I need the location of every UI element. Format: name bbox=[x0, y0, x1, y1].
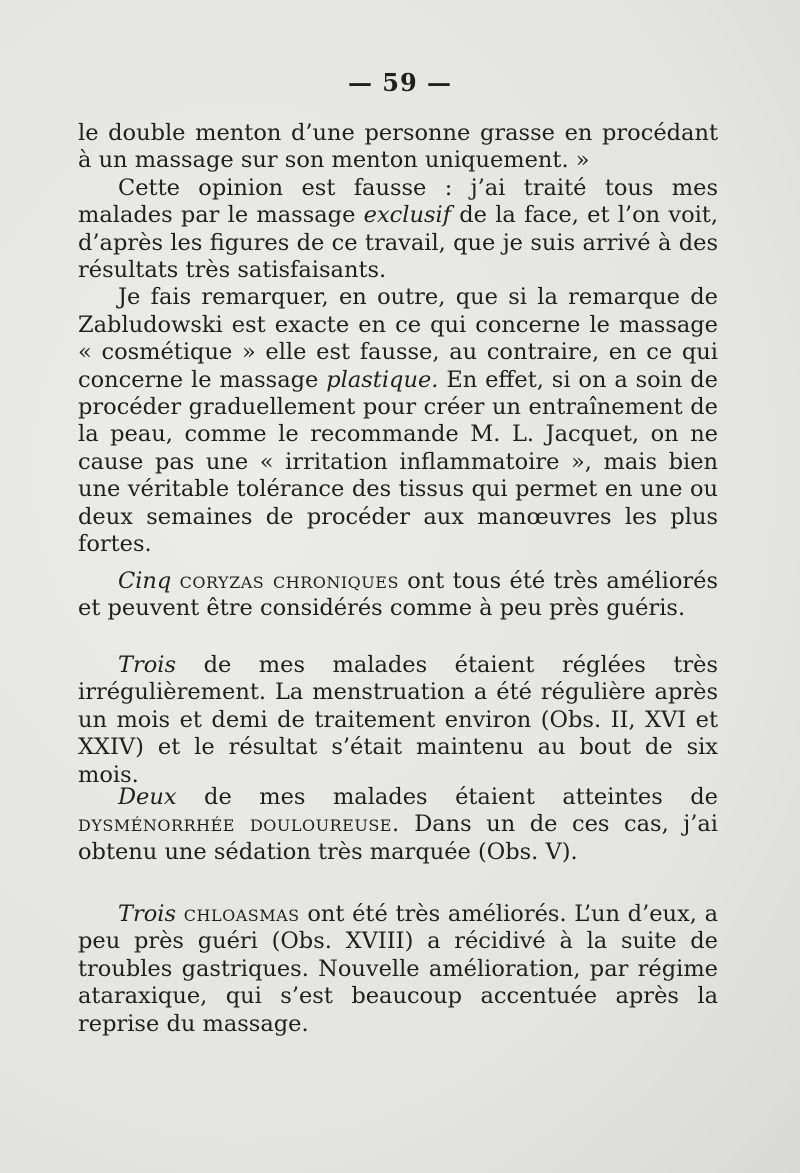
paragraph-1 bbox=[78, 120, 718, 175]
text-block-dysmenorrhee bbox=[78, 784, 718, 866]
paragraph-7-emphasis: Trois bbox=[118, 901, 177, 927]
page-number: — 59 — bbox=[347, 68, 453, 97]
paragraph-4-emphasis: Cinq bbox=[118, 568, 172, 594]
paragraph-5 bbox=[78, 652, 718, 789]
paragraph-4-smallcaps: coryzas chroniques bbox=[179, 568, 399, 594]
paragraph-4-text: ont tous été très améliorés et peuvent être considérés comme à peu près guéris. bbox=[78, 568, 719, 622]
paragraph-2-emphasis: exclusif bbox=[363, 202, 452, 229]
text-block-menstruation bbox=[78, 652, 718, 789]
paragraph-5-text: de mes malades étaient réglées très irrégulièrement. La menstruation a été régulière après un mois et demi de traitement environ (Obs. II, XVI et XXIV) et le résultat s’était maintenu au bout de six mois. bbox=[78, 652, 718, 788]
text-block-coryzas bbox=[78, 568, 718, 623]
paragraph-2-text-b: de la face, et l’on voit, d’après les figures de ce travail, que je suis arrivé à des résultats très satisfaisants. bbox=[78, 202, 719, 284]
paragraph-7-text: ont été très améliorés. L’un d’eux, a peu près guéri (Obs. XVIII) a récidivé à la suite de troubles gastriques. Nouvelle amélioration, par régime ataraxique, qui s’est beaucoup accentuée après la reprise du massage. bbox=[78, 901, 718, 1037]
paragraph-3-text-a: Je fais remarquer, en outre, que si la remarque de Zabludowski est exacte en ce qui concerne le massage « cosmétique » elle est fausse, au contraire, en ce qui concerne le massage bbox=[78, 284, 718, 393]
paragraph-3-text-b: En effet, si on a soin de procéder graduellement pour créer un entraînement de la peau, comme le recommande M. L. Jacquet, on ne cause pas une « irritation inflammatoire », mais bien une véritable tolérance des tissus qui permet en une ou deux semaines de procéder aux manœuvres les plus fortes. bbox=[78, 366, 718, 558]
paragraph-6 bbox=[78, 784, 718, 866]
paragraph-2 bbox=[78, 175, 718, 285]
paragraph-4 bbox=[78, 568, 718, 623]
paragraph-3 bbox=[78, 284, 718, 558]
text-block-chloasmas bbox=[78, 901, 718, 1038]
paragraph-6-text-b: Dans un de ces cas, j’ai obtenu une sédation très marquée (Obs. V). bbox=[78, 811, 718, 865]
paragraph-1-text: le double menton d’une personne grasse en procédant à un massage sur son menton uniquement. » bbox=[78, 120, 718, 174]
text-block-top bbox=[78, 120, 718, 559]
paragraph-6-text-a: de mes malades étaient atteintes de bbox=[204, 784, 718, 810]
paragraph-6-smallcaps: dysménorrhée douloureuse. bbox=[78, 811, 400, 838]
paragraph-3-emphasis: plastique. bbox=[326, 366, 439, 393]
paragraph-5-emphasis: Trois bbox=[118, 652, 177, 678]
paragraph-6-emphasis: Deux bbox=[118, 784, 177, 810]
paragraph-7 bbox=[78, 901, 718, 1038]
paragraph-2-text-a: Cette opinion est fausse : j’ai traité tous mes malades par le massage bbox=[78, 174, 718, 229]
paragraph-7-smallcaps: chloasmas bbox=[183, 901, 300, 927]
